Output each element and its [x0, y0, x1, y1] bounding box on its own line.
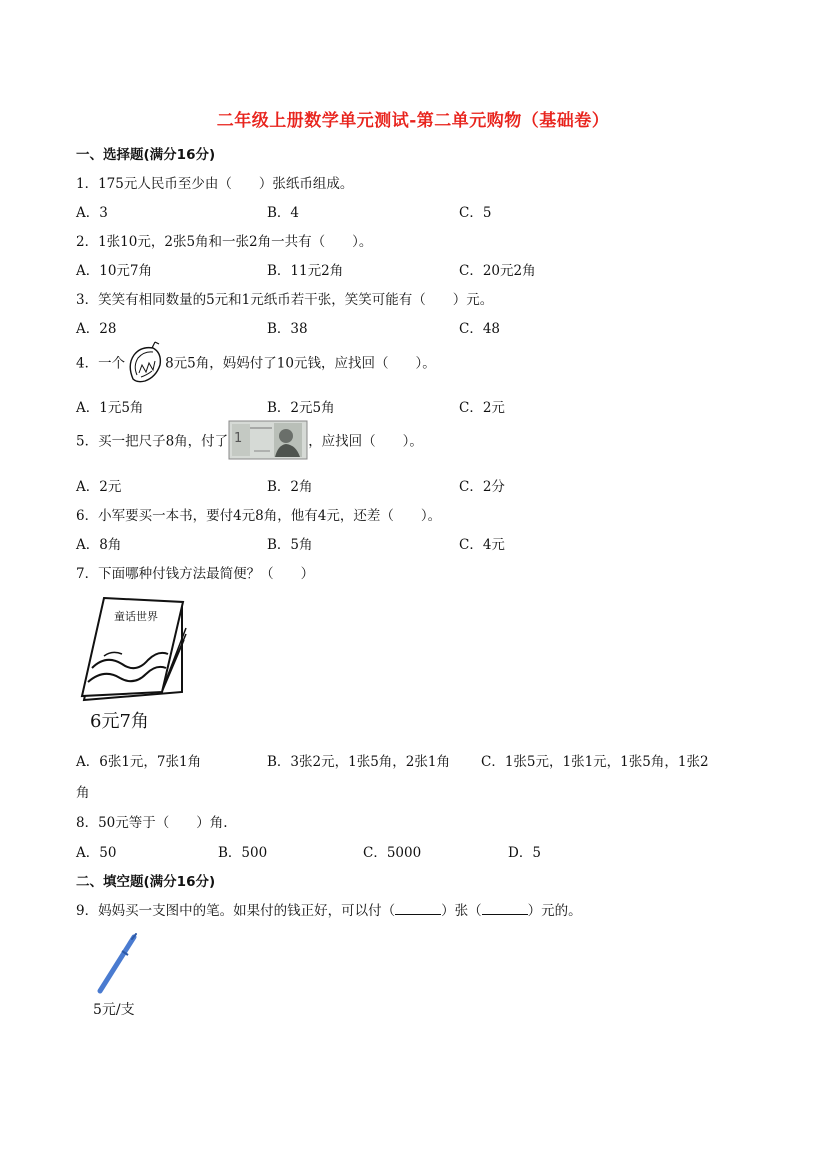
q7-option-b: B．3张2元，1张5角，2张1角: [267, 754, 450, 770]
question-9: [76, 899, 582, 919]
q9-blank-count: [395, 902, 441, 915]
q6-option-c: C．4元: [459, 537, 505, 553]
q2-option-c: C．20元2角: [459, 263, 536, 279]
q3-option-c: C．48: [459, 321, 501, 337]
q6-option-b: B．5角: [267, 537, 313, 553]
book-price-label: 6元7角: [90, 711, 149, 732]
storybook-icon: [78, 594, 190, 710]
section-choice-heading: 一、选择题(满分16分): [76, 147, 216, 163]
q9-text-post: ）元的。: [527, 903, 582, 919]
q7-option-c-wrap: 角: [76, 785, 90, 801]
question-5: [76, 420, 423, 464]
pen-icon: [92, 933, 142, 999]
question-7: 7．下面哪种付钱方法最简便？（ ）: [76, 566, 315, 582]
book-title: 童话世界: [114, 610, 158, 623]
q4-option-a: A．1元5角: [76, 400, 144, 416]
question-3: 3．笑笑有相同数量的5元和1元纸币若干张，笑笑可能有（ ）元。: [76, 292, 494, 308]
q4-text-post: 8元5角，妈妈付了10元钱，应找回（ ）。: [165, 355, 436, 372]
q1-option-a: A．3: [76, 205, 108, 221]
question-6: 6．小军要买一本书，要付4元8角，他有4元，还差（ ）。: [76, 508, 442, 524]
question-8: 8．50元等于（ ）角.: [76, 815, 228, 831]
q9-text-mid: ）张（: [441, 903, 482, 919]
svg-text:1: 1: [234, 431, 243, 446]
q9-text-pre: 9．妈妈买一支图中的笔。如果付的钱正好，可以付（: [76, 903, 396, 919]
watermelon-icon: [125, 339, 165, 389]
q4-option-c: C．2元: [459, 400, 505, 416]
q4-option-b: B．2元5角: [267, 400, 335, 416]
q8-option-d: D．5: [508, 845, 541, 861]
q5-text-pre: 5．买一把尺子8角，付了: [76, 433, 229, 450]
q1-option-c: C．5: [459, 205, 492, 221]
q5-option-a: A．2元: [76, 479, 122, 495]
q5-option-b: B．2角: [267, 479, 313, 495]
question-1: 1．175元人民币至少由（ ）张纸币组成。: [76, 176, 354, 192]
q3-option-a: A．28: [76, 321, 117, 337]
pen-price-label: 5元/支: [93, 1002, 135, 1018]
one-yuan-banknote-icon: [228, 420, 308, 464]
q9-blank-denomination: [482, 902, 528, 915]
q7-option-a: A．6张1元，7张1角: [76, 754, 202, 770]
q5-text-post: ，应找回（ ）。: [308, 433, 423, 450]
q3-option-b: B．38: [267, 321, 308, 337]
question-2: 2．1张10元，2张5角和一张2角一共有（ ）。: [76, 234, 373, 250]
question-4: [76, 339, 436, 389]
q2-option-a: A．10元7角: [76, 263, 153, 279]
q8-option-b: B．500: [218, 845, 268, 861]
q7-option-c: C．1张5元，1张1元，1张5角，1张2: [481, 754, 709, 770]
page-title: 二年级上册数学单元测试-第二单元购物（基础卷）: [216, 111, 610, 131]
section-fill-heading: 二、填空题(满分16分): [76, 874, 216, 890]
q1-option-b: B．4: [267, 205, 300, 221]
q5-option-c: C．2分: [459, 479, 505, 495]
q8-option-c: C．5000: [363, 845, 422, 861]
q2-option-b: B．11元2角: [267, 263, 344, 279]
q4-text-pre: 4．一个: [76, 355, 126, 372]
q6-option-a: A．8角: [76, 537, 122, 553]
q8-option-a: A．50: [76, 845, 117, 861]
